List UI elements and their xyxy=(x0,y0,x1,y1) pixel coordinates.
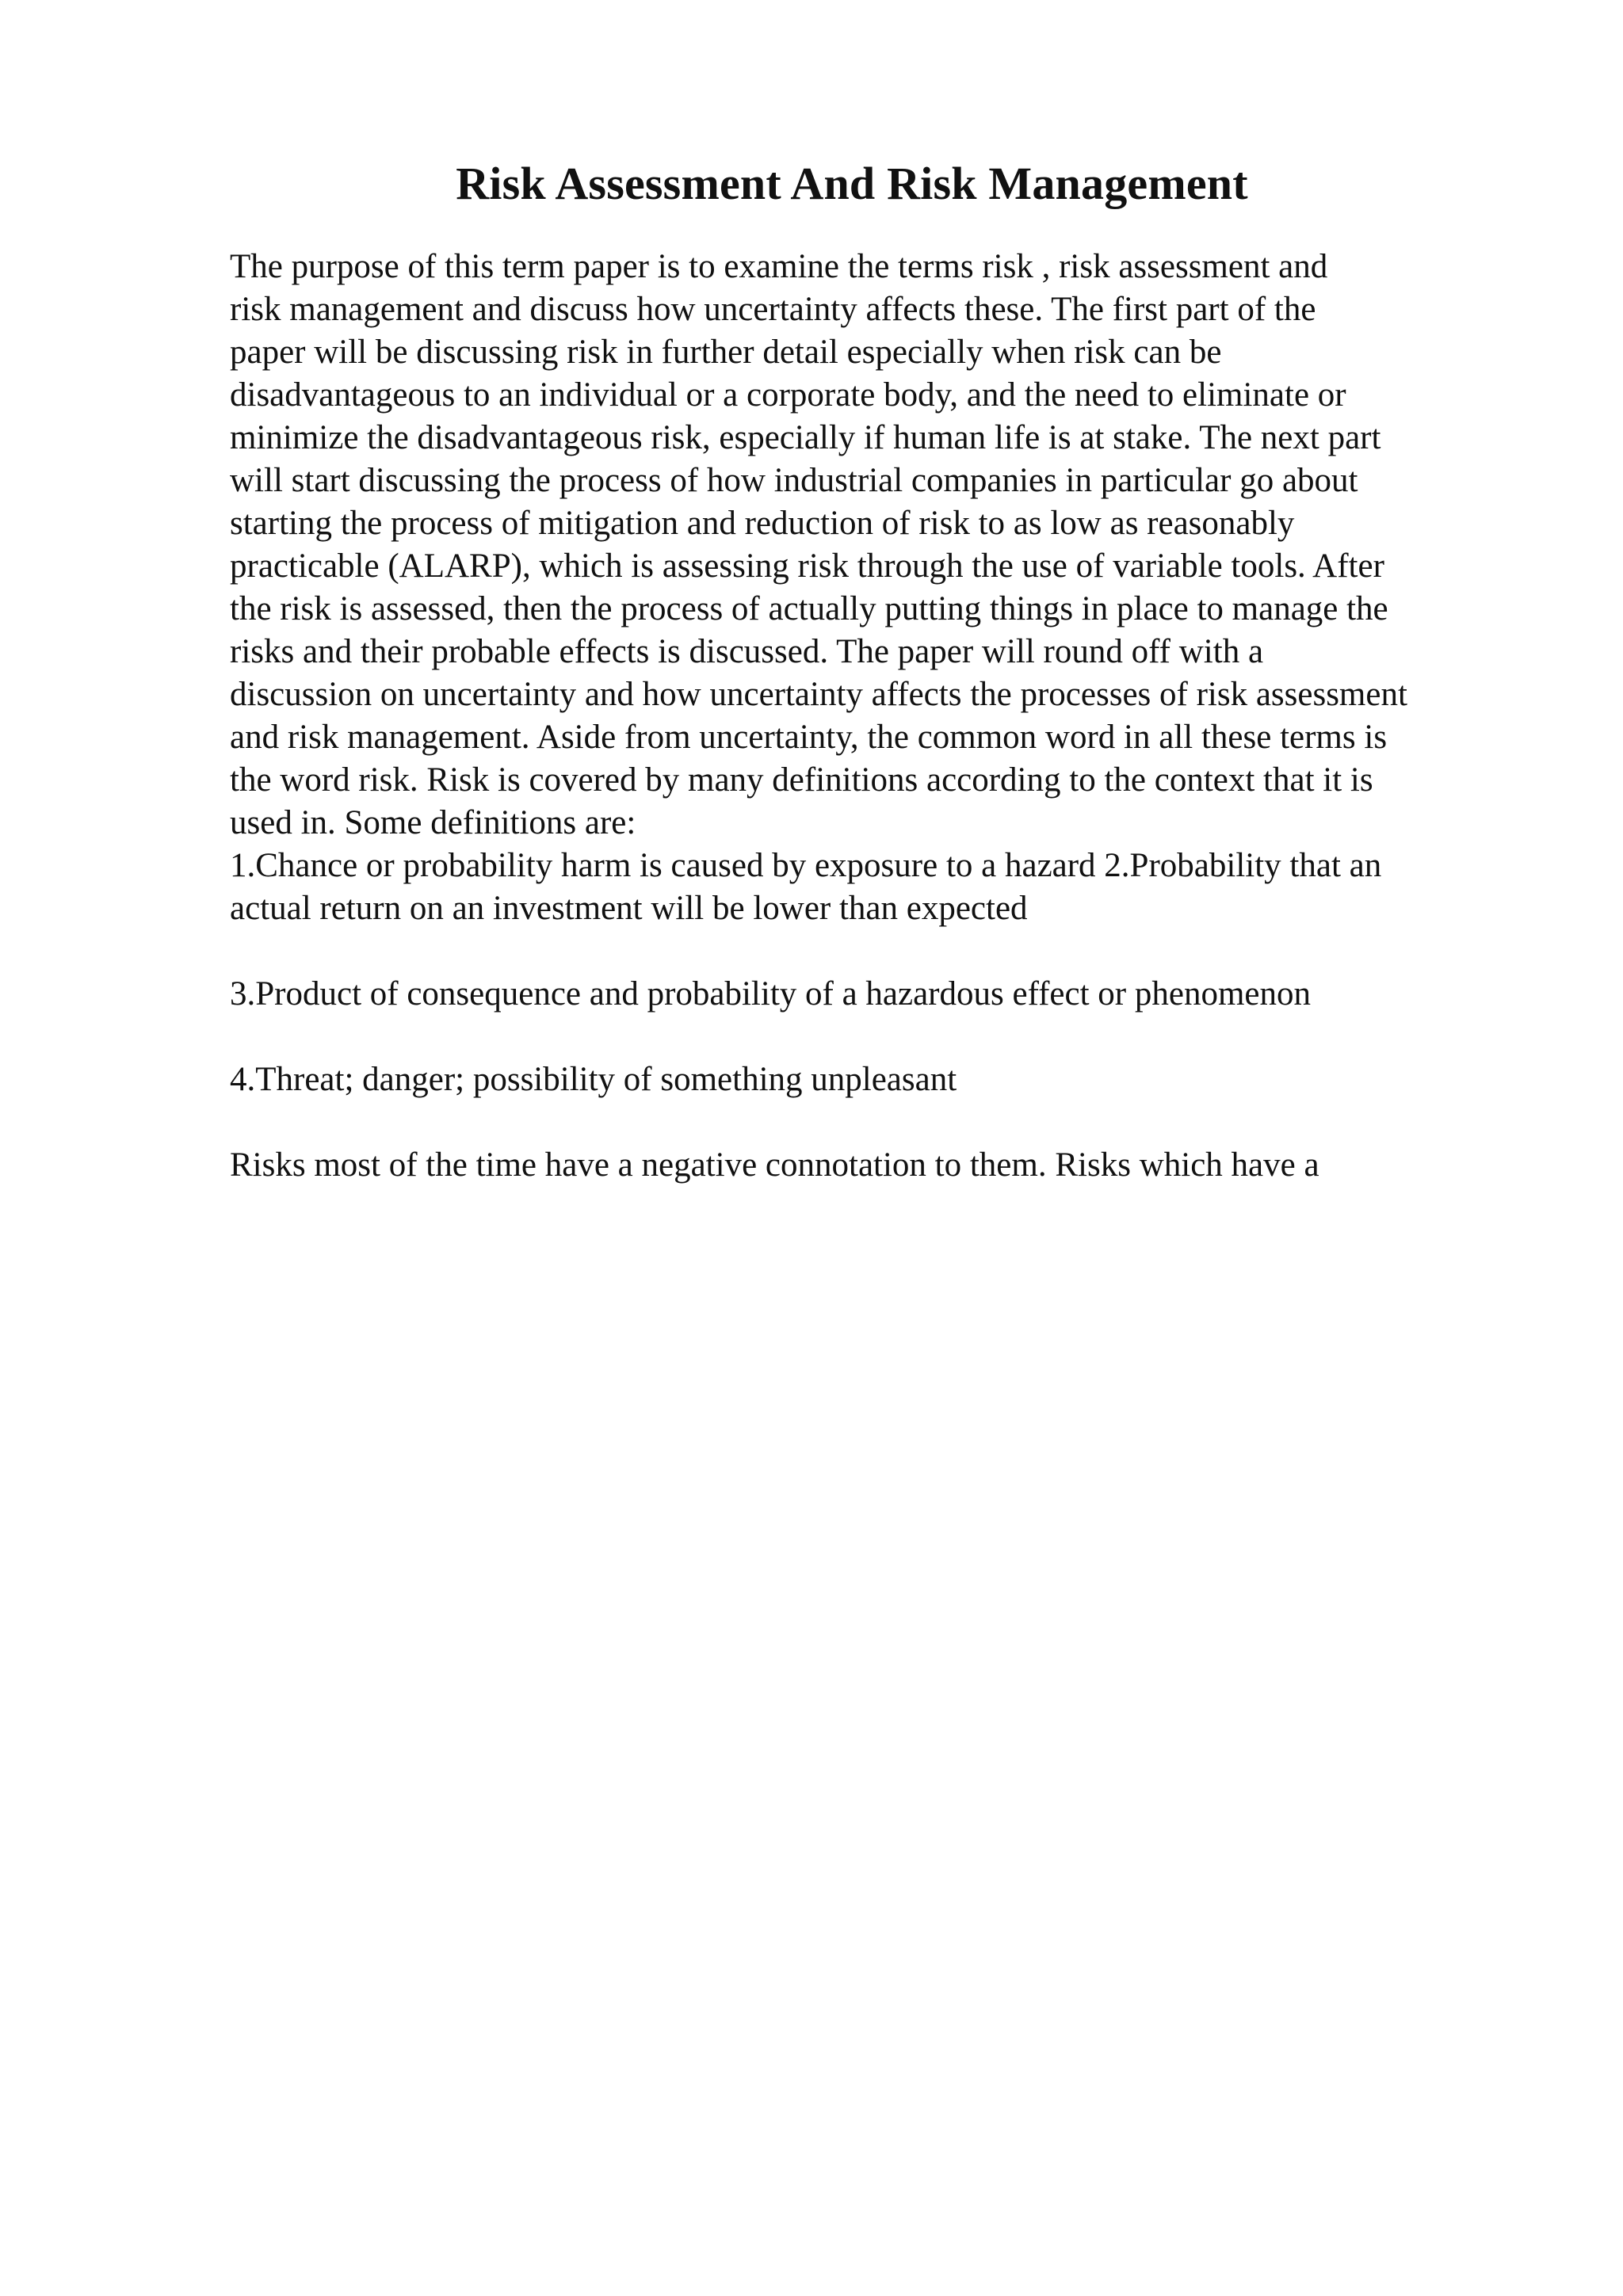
text-line: actual return on an investment will be lower than expected xyxy=(230,890,1028,927)
text-line: and risk management. Aside from uncertainty, the common word in all these terms is xyxy=(230,719,1388,756)
text-line: the word risk. Risk is covered by many definitions according to the context that it is xyxy=(230,761,1373,799)
text-line: the risk is assessed, then the process of actually putting things in place to manage the xyxy=(230,590,1388,627)
text-line: risks and their probable effects is discussed. The paper will round off with a xyxy=(230,633,1264,670)
text-line: 4.Threat; danger; possibility of something unpleasant xyxy=(230,1061,957,1098)
text-line: practicable (ALARP), which is assessing risk through the use of variable tools. After xyxy=(230,547,1384,585)
text-line: The purpose of this term paper is to examine the terms risk , risk assessment and xyxy=(230,248,1328,285)
text-line: discussion on uncertainty and how uncertainty affects the processes of risk assessment xyxy=(230,676,1407,713)
text-line: will start discussing the process of how industrial companies in particular go about xyxy=(230,462,1358,499)
text-line: minimize the disadvantageous risk, especially if human life is at stake. The next part xyxy=(230,419,1381,456)
text-line: starting the process of mitigation and reduction of risk to as low as reasonably xyxy=(230,505,1295,542)
text-line: paper will be discussing risk in further detail especially when risk can be xyxy=(230,334,1222,371)
paragraph-gap xyxy=(230,1016,1529,1058)
text-line: Risks most of the time have a negative connotation to them. Risks which have a xyxy=(230,1146,1319,1184)
page-title: Risk Assessment And Risk Management xyxy=(456,158,1248,209)
paragraph-gap xyxy=(230,930,1529,973)
document-body xyxy=(230,246,1529,1187)
text-line: used in. Some definitions are: xyxy=(230,804,636,841)
text-line: disadvantageous to an individual or a corporate body, and the need to eliminate or xyxy=(230,376,1346,414)
text-line: 1.Chance or probability harm is caused by exposure to a hazard 2.Probability that an xyxy=(230,847,1382,884)
text-line: risk management and discuss how uncertainty affects these. The first part of the xyxy=(230,291,1316,328)
paragraph-gap xyxy=(230,1101,1529,1144)
text-line: 3.Product of consequence and probability of a hazardous effect or phenomenon xyxy=(230,975,1311,1013)
